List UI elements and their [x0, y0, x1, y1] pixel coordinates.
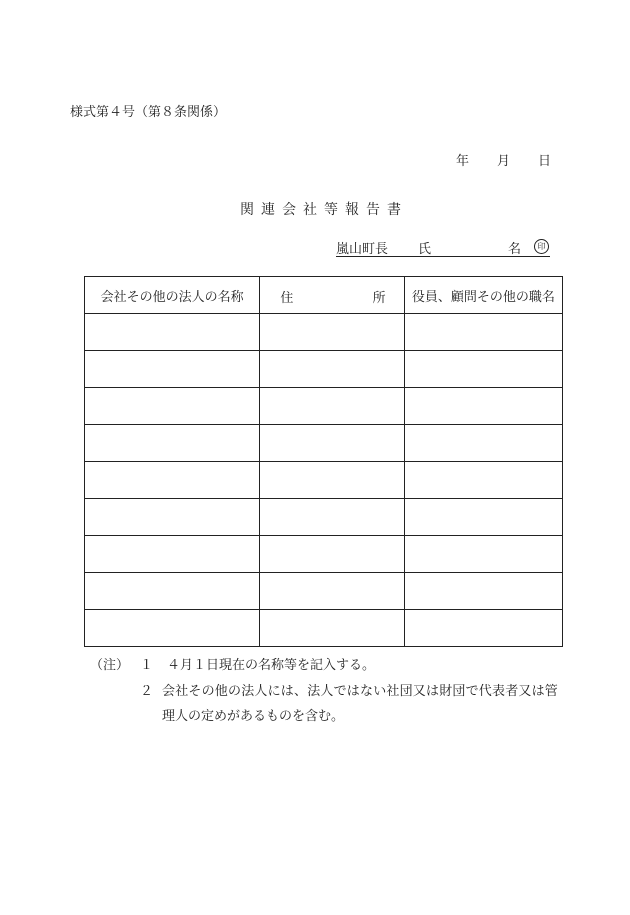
- address-cell[interactable]: [260, 573, 404, 610]
- table-row: [85, 425, 563, 462]
- date-day-label: 日: [538, 154, 552, 169]
- company-name-cell[interactable]: [85, 388, 260, 425]
- position-cell[interactable]: [404, 610, 562, 647]
- company-name-cell[interactable]: [85, 573, 260, 610]
- address-cell[interactable]: [260, 351, 404, 388]
- note-1-text: ４月１日現在の名称等を記入する。: [167, 658, 376, 673]
- note-2-continuation: 理人の定めがあるものを含む。: [162, 709, 345, 724]
- header-address: [260, 277, 404, 314]
- table-row: [85, 573, 563, 610]
- note-2-text: 会社その他の法人には、法人ではない社団又は財団で代表者又は管: [162, 684, 559, 699]
- addressee-name-shi: 氏: [418, 242, 432, 257]
- company-name-cell[interactable]: [85, 610, 260, 647]
- address-cell[interactable]: [260, 462, 404, 499]
- header-position: 役員、顧問その他の職名: [404, 277, 562, 314]
- position-cell[interactable]: [404, 573, 562, 610]
- related-company-table: [84, 276, 563, 647]
- table-body: [85, 314, 563, 647]
- table-row: [85, 610, 563, 647]
- document-title: 関連会社等報告書: [240, 202, 408, 218]
- table-row: [85, 388, 563, 425]
- position-cell[interactable]: [404, 388, 562, 425]
- table-row: [85, 499, 563, 536]
- header-address-right: 所: [372, 291, 386, 306]
- position-cell[interactable]: [404, 536, 562, 573]
- table-row: [85, 314, 563, 351]
- header-company-name: 会社その他の法人の名称: [85, 277, 260, 314]
- position-cell[interactable]: [404, 425, 562, 462]
- addressee-line: [336, 238, 550, 257]
- note-label: （注）: [90, 658, 130, 673]
- position-cell[interactable]: [404, 499, 562, 536]
- note-2-number: ２: [140, 684, 154, 699]
- company-name-cell[interactable]: [85, 314, 260, 351]
- company-name-cell[interactable]: [85, 351, 260, 388]
- form-number: 様式第４号（第８条関係）: [70, 105, 227, 120]
- address-cell[interactable]: [260, 536, 404, 573]
- header-address-left: 住: [280, 291, 294, 306]
- address-cell[interactable]: [260, 499, 404, 536]
- table-row: [85, 351, 563, 388]
- company-name-cell[interactable]: [85, 536, 260, 573]
- addressee-name-mei: 名: [508, 242, 522, 257]
- date-year-label: 年: [456, 154, 470, 169]
- position-cell[interactable]: [404, 462, 562, 499]
- company-name-cell[interactable]: [85, 462, 260, 499]
- date-month-label: 月: [497, 154, 511, 169]
- company-name-cell[interactable]: [85, 425, 260, 462]
- position-cell[interactable]: [404, 314, 562, 351]
- company-name-cell[interactable]: [85, 499, 260, 536]
- note-1-number: １: [140, 658, 154, 673]
- address-cell[interactable]: [260, 610, 404, 647]
- table-row: [85, 536, 563, 573]
- table-header-row: [85, 277, 563, 314]
- seal-mark: 印: [534, 239, 549, 254]
- position-cell[interactable]: [404, 351, 562, 388]
- address-cell[interactable]: [260, 388, 404, 425]
- addressee-town: 嵐山町長: [336, 242, 389, 257]
- address-cell[interactable]: [260, 314, 404, 351]
- address-cell[interactable]: [260, 425, 404, 462]
- table-row: [85, 462, 563, 499]
- date-line: [456, 150, 551, 169]
